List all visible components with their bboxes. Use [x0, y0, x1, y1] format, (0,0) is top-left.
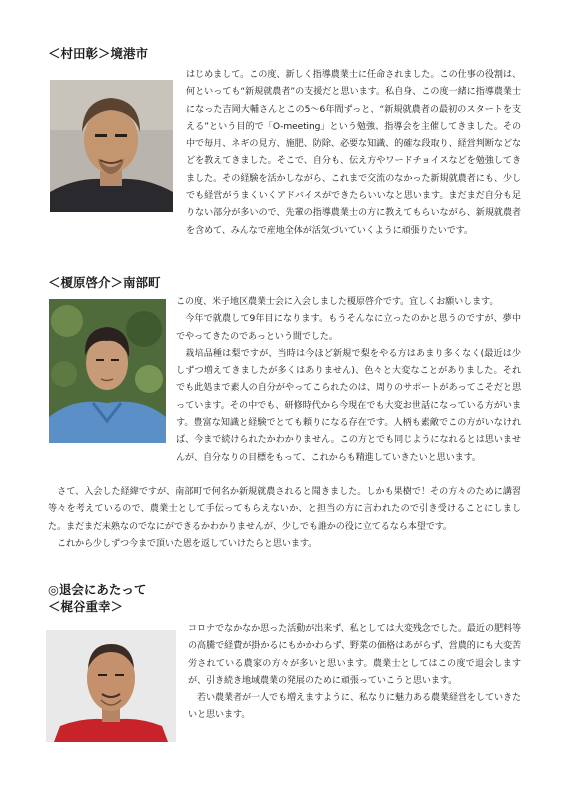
section-2-paragraph-2: 今年で就農して9年目になります。もうそんなに立ったのかと思うのですが、夢中でやってきたのであっという間でした。 — [176, 314, 521, 342]
section-2-paragraphs-lower — [48, 484, 521, 553]
portrait-photo-kajitani — [46, 630, 176, 742]
portrait-photo-murata — [50, 80, 173, 212]
section-3-heading: ◎退会にあたって — [48, 582, 147, 597]
section-1-paragraph-1: はじめまして。この度、新しく指導農業士に任命されました。この仕事の役割は、何といっても“新規就農者”の支援だと思います。私自身、この度一緒に指導農業士になった吉岡大輔さんとこの5～6年間ずっと、“新規就農者の最初のスタートを支える”という目的で「O-meeting」という勉強、指導会を主催してきました。その中で毎月、ネギの見方、施肥、防除、必要な知識、的確な段取り、経営判断などなどを教えてきました。そこで、自分も、伝え方やワードチョイスなどを勉強してきました。その経験を活かしながら、これまで交流のなかった新規就農者にも、少しでも経営がうまくいくアドバイスができたらいいなと思います。まだまだ自分も足りない部分が多いので、先輩の指導農業士の方に教えてもらいながら、新規就農者を含めて、みんなで産地全体が活気づいていくように頑張りたいです。 — [186, 70, 521, 236]
section-2-heading: ＜榎原啓介＞南部町 — [48, 275, 161, 290]
section-3-paragraph-2: 若い農業者が一人でも増えますように、私なりに魅力ある農業経営をしていきたいと思います。 — [188, 693, 521, 721]
section-2-paragraph-4: さて、入会した経緯ですが、南部町で何名か新規就農されると聞きました。しかも果樹で！その方々のために講習等々を考えているので、農業士として手伝ってもらえないか、と担当の方に言われたので引き受けることにしました。まだまだ未熟なのでなにができるかわかりませんが、少しでも誰かの役に立てるなら本望です。 — [48, 487, 521, 532]
section-1-paragraph-top — [186, 67, 521, 240]
section-3-paragraph-1: コロナでなかなか思った活動が出来ず、私としては大変残念でした。最近の肥料等の高騰で経費が掛かるにもかかわらず、野菜の価格はあがらず、営農的にも大変苦労されている農家の方々が多いと思います。農業士としてはこの度で退会しますが、引き続き地域農業の発展のために頑張っていこうと思います。 — [188, 624, 521, 686]
section-3-subheading: ＜梶谷重幸＞ — [48, 599, 124, 614]
section-2-paragraph-1: この度、米子地区農業士会に入会しました榎原啓介です。宜しくお願いします。 — [176, 297, 499, 307]
section-1-heading: ＜村田彰＞境港市 — [48, 46, 149, 61]
section-3-paragraphs — [188, 621, 521, 725]
section-2-paragraph-5: これから少しずつ今まで頂いた恩を返していけたらと思います。 — [48, 538, 318, 549]
section-2-paragraph-3: 栽培品種は梨ですが、当時は今ほど新規で梨をやる方はあまり多くなく(最近は少しずつ増えてきましたが多くはありません)、色々と大変なことがありました。それでも此処まで素人の自分がやってこられたのは、周りのサポートがあってこそだと思っています。その中でも、研修時代から今現在でも大変お世話になっている方がいます。豊富な知識と経験でとても頼りになる存在です。人柄も素敵でこの方がいなければ、今まで続けられたかわかりません。この方とでも同じようになれるとは思いませんが、自分なりの目標をもって、これからも精進していきたいと思います。 — [176, 348, 521, 463]
portrait-photo-enokihara — [49, 299, 166, 443]
section-2-paragraphs — [176, 294, 521, 467]
